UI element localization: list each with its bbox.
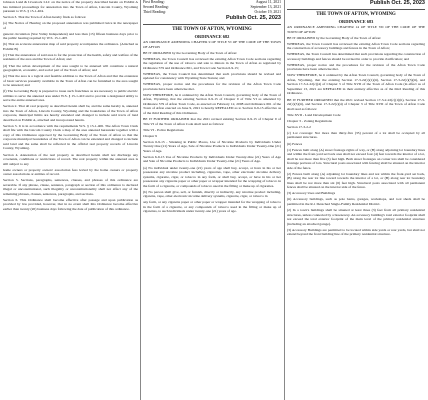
ordinance-number: ORDINANCE 683 [338,18,374,24]
paragraph: (a) No individual under twenty-one (21) years of age shall buy, accept, or have in his or her possession any nicotine product including, cigarettes, vape, other electronic nicotine delivery systems, cigarette, cigar, or tobacco in any form, or shall buy, accept, or have in his or her possession any cigarette paper or other paper or wrapper intended for the wrapping of tobacco in the form of a cigarette, or compounds of tobacco used in the filling or make up of cigarettes. [143,165,281,188]
reading-date: August 11, 2021 [255,0,281,4]
column-ordinance-682 [143,0,281,400]
publish-date: Publish Oct. 25, 2023 [369,0,425,6]
paragraph: WHEREAS, the Town Council has determined that such provisions should be revised and updated for consistency with Wyoming State Statute; and [143,71,281,81]
paragraph: AN ORDINANCE AMENDING CHAPTER 9 OF TITLE VI OF THE CODE OF THE TOWN OF AFTON [143,40,281,49]
paragraph: (c) Lot coverage: Not more than thirty-five (35) percent of a lot shall be occupied by all permanent structures. [287,130,425,140]
reading-date: September 13, 2021 [250,5,281,9]
paragraph: (3) Accessory Uses and Buildings [287,191,336,196]
paragraph: Section 2. That all real property as described herein shall be, and the same hereby is, annexed into the Town of Afton, Lincoln County, Wyoming and the boundaries of the Town of Afton corporate, municipal limits are hereby extended and changed to include said tracts of land described on Exhibit A, attached and incorporated herein. [3,104,138,122]
paragraph: any form, or any cigarette paper or other paper or wrapper intended for the wrapping of tobacco in the form of a cigarette, or any compounds of tobacco used in the filling or make up of cigarettes, to such individuals under twenty-one (21) years of age. [143,200,281,214]
column-divider [284,0,285,400]
paragraph: Section 3. It is in accordance with the requirements W.S. § 15-1-406. The Afton Town Clerk shall file with the Lincoln County Clerk a map of the area annexed hereunder together with a copy of this Ordinance approved by the Governing Body of the Town of Afton so that the corporate municipal boundaries of the Town of Afton can be extended and changed to include said land and the same shall be reflected in the official real property records of Lincoln County, Wyoming. [3,123,138,151]
column-divider [140,0,141,400]
paragraph: Section 3. That the Town of Afton hereby finds as follows: [3,15,87,20]
paragraph: Section 4. Annexation of the real property as described herein shall not discharge any covenants, conditions or restrictions of record. The real property within the annexed area is still subject to any [3,152,138,166]
paragraph: WHEREAS, the Town Council has reviewed the existing Afton Town Code sections regarding the regulation of the use of tobacco and sale to minors in the Town of Afton as regulated by Ordinance 579 and Ordinance 661, and Town Code Section 6-9-15; [143,56,281,70]
publish-date: Publish Oct. 25, 2023 [225,15,281,21]
paragraph: Section 5. Sections, paragraphs, sentences, clauses, and phrases of this ordinance are severable. If any phrase, clause, sentence, paragraph or section of this ordinance is declared illegal or unconstitutional, such illegality or unconstitutionality shall not affect any of the remaining phrases, clauses, sentences, paragraphs, and sections. [3,178,138,196]
paragraph: WHEREAS, proper notice and the procedures for the revision of the Afton Town Code provisions have been otherwise met. [287,62,425,72]
paragraph: (3) Accessory Buildings are permitted to be located within side yards or rear yards, but shall not extend beyond the front building line of the primary residential structure. [287,227,425,237]
paragraph: (c) That the annexation of said area is for the protection of the health, safety and welfare of the residents of the area and the Town of Afton; and [3,52,138,62]
paragraph: (2) Fences built along (A) adjoining lot boundary lines and not within the front-yard set back, (B) along the rear lot line toward towards the interior of a lot, or (B) along rear lot boundary lines shall be not more than six (6) feet high. Structural posts associated with all permanent fences shall be situated on the interior side of the fence. [287,171,425,190]
paragraph: BE IT FURTHER ORDAINED that the 2021 revised Section 17-3-2-22(c)(1)(ii), Section 17-3-22(c)(3)(ii), and Section 17-3-22(c)(4) of Chapter 3 of Title XVII of the Town of Afton Code shall read as follows: [287,97,425,111]
ordinance-number: ORDINANCE 682 [194,33,230,39]
paragraph: (2) In a town's buildings shall be situated at least three (3) feet from all primary residential structures, unless connected by a breezeway. An accessory building's total exterior footprint shall not exceed the total exterior footprint of the main level of the primary residential structure (including an attached garage). [287,208,425,226]
paragraph: Chapter 9 [143,133,157,138]
paragraph: BE IT ORDAINED by the Governing Body of the Town of Afton: [287,35,382,40]
paragraph: (d) That the urban development of the area sought to be annexed will constitute a natural geographical, economic, and social part of the Town of Afton; and [3,63,138,73]
ordinance-heading: THE TOWN OF AFTON, WYOMING [172,27,252,32]
column-annexation-ordinance [3,0,138,400]
paragraph: (a) The Notice of Hearing on the proposed annexation was published twice in the newspaper of [3,21,138,30]
paragraph: Section 17-3-2-2 [287,124,311,129]
paragraph: BE IT FURTHER ORDAINED that the 2021 revised existing Section 6-9-15 of Chapter 9 of Title VI of the Town of Afton Code shall read as follows: [143,117,281,126]
column-ordinance-683 [287,0,425,400]
paragraph: (f) The Governing Body is prepared to issue such franchises as are necessary to public electric utilities to serve the annexed area under W.S. § 15-1-410 and to provide a designated utility to serve the entire annexed area. [3,89,138,103]
paragraph: (ii) Accessory buildings, such as pole barns, garages, workshops, and tool sheds shall be permitted in the R-1 Detached Single-Family Residential District. [287,197,425,206]
paragraph: WHEREAS, the Town Council has determined that such provisions regarding the construction of accessory buildings and fences should be revised in order to provide clarification; and [287,52,425,61]
paragraph: Title VI - Police Regulations [143,127,184,132]
paragraph: (e) That the area is a logical and feasible addition to the Town of Afton and that the extension of basic services presently available in the Town of Afton can be furnished to the area sought to be annexed; and [3,74,138,88]
paragraph: (ii) Fences [287,141,303,146]
paragraph: NOW THEREFORE, be it ordained by the Afton Town Council, governing body of the Town of Afton, Wyoming, that the existing Section 6-9-15 of Chapter 9 of Title VI as amended by Ordinance 579 of Afton Town Code, as enacted on February 12, 2008 and Ordinance 661 of the Town of Afton enacted on June 9, 2021 is hereby REPEALED as to Section 6-9-15 effective as of the third Reading of this Ordinance. [143,92,281,115]
paragraph: (b) That an accurate annexation map of said property accompanies the ordinance. (Attached as Exhibit B) [3,42,138,51]
divider [143,24,281,25]
reading-date: October 19, 2021 [254,10,281,14]
reading-label: Second Reading: [143,5,169,9]
paragraph: general circulation (Star Valley Independent) and less than (15) fifteen business days prior to the public hearing required by W.S. 15-1-405 [3,31,138,41]
paragraph: (1) Fences built along (A) street frontage rights of way, or (B) along adjoining lot boundary lines and within the front-yard set back area shall not exceed four (4) feet towards the interior of a lot, shall be not more than five (5) feet high. Both street frontages on corner lots shall be considered frontage portions of lots. Structural posts associated with fencing shall be situated on the interior side of the fence. [287,147,425,170]
ordinance-heading: THE TOWN OF AFTON, WYOMING [316,12,396,17]
paragraph: Section 6-9-15 - Smoking in Public Places, Use of Nicotine Products by Individuals Under Twenty One (21) Years of Age, Sale of Nicotine Products to Individuals Under Twenty-One (21) Years of Age. [143,139,281,153]
paragraph: (b) No person shall give, sell, or furnish, directly or indirectly, any nicotine product including, cigarette, vape, other electronic nicotine delivery systems, cigarette, cigar, or tobacco in [143,189,281,199]
divider [287,9,425,10]
paragraph: home owners or property owners' association fees levied by the home owners or property owner associations or entities of record. [3,167,138,177]
paragraph: WHEREAS, the Town Council has reviewed the existing Afton Town Code sections regarding the construction of accessory buildings and fences in the Town of Afton; [287,41,425,51]
reading-label: Third Reading: [143,10,167,14]
paragraph: Johnson Land & Livestock LLC on the notice of the property described herein on Exhibit A has initiated proceedings for annexation into the Town of Afton, Lincoln County, Wyoming pursuant to W.S. § 15-1-404. [3,0,138,13]
paragraph: AN ORDINANCE AMENDING CHAPTER 14 OF TITLE VII OF THE CODE OF THE TOWN OF AFTON [287,25,425,34]
paragraph: NOW THEREFORE, be it ordained by the Afton Town Council, governing body of the Town of Afton, Wyoming, that the existing Section 17-3-22(c)(1)(ii), Section 17-3-22(c)(3)(ii), and Section 17-3-2-22(c)(4) of Chapter 3 of Title XVII of the Town of Afton Code (in effect as of September 13, 2021 are REPEALED in their entirety effective as of the third Reading of this Ordinance. [287,73,425,96]
paragraph: BE IT ORDAINED by the Governing Body of the Town of Afton: [143,50,238,55]
paragraph: Title XVII - Land Development Code [287,112,341,117]
paragraph: Section 6-9-15 Use of Nicotine Products by Individuals Under Twenty-One (21) Years of Age and Sale of Nicotine Products to Individuals Under Twenty-One (21) Years of Age. [143,154,281,164]
paragraph: Section 6. This Ordinance shall become effective after passage and upon publication as provided by law provided, however, that in no event shall this Ordinance become effective earlier than twenty (20) business days following the date of publication of this ordinance. [3,197,138,211]
paragraph: WHEREAS, proper notice and the procedures for the revision of the Afton Town Code provisions have been otherwise met. [143,82,281,91]
paragraph: Chapter 3 - Zoning Regulations [287,118,332,123]
reading-label: First Reading: [143,0,165,4]
